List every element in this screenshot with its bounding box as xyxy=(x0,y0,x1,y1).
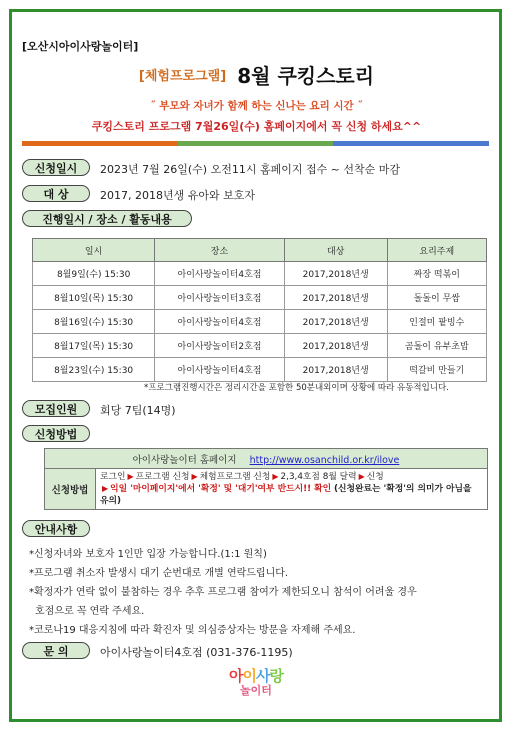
schedule-cell: 8월9일(수) 15:30 xyxy=(33,262,155,286)
schedule-cell: 8월23일(수) 15:30 xyxy=(33,358,155,382)
method-site-label: 아이사랑놀이터 홈페이지 xyxy=(132,454,237,466)
schedule-cell: 인절미 팥빙수 xyxy=(387,310,486,334)
contact-value: 아이사랑놀이터4호점 (031-376-1195) xyxy=(100,646,293,659)
notes-list xyxy=(29,545,494,640)
method-confirm-line xyxy=(100,483,483,507)
contact-label: 문 의 xyxy=(22,642,90,659)
note-item: 호점으로 꼭 연락 주세요. xyxy=(35,606,145,617)
homepage-link[interactable]: http://www.osanchild.or.kr/ilove xyxy=(249,454,400,466)
schedule-row xyxy=(33,334,487,358)
method-site-row xyxy=(45,449,488,469)
schedule-body xyxy=(33,262,487,382)
note-item: *코로나19 대응지침에 따라 확진자 및 의심증상자는 방문을 자제해 주세요. xyxy=(29,625,356,636)
apply-date-value: 2023년 7월 26일(수) 오전11시 홈페이지 접수 ~ 선착순 마감 xyxy=(100,163,401,176)
title-main: 8월 쿠킹스토리 xyxy=(237,64,375,88)
divider-orange xyxy=(22,141,178,146)
recruit-value: 회당 7팀(14명) xyxy=(100,404,176,417)
note-item: *신청자녀와 보호자 1인만 입장 가능합니다.(1:1 원칙) xyxy=(29,549,267,560)
method-confirm-text: 익일 '마이페이지'에서 '확정' 및 '대기'여부 반드시!! 확인 xyxy=(110,484,332,494)
schedule-cell: 아이사랑놀이터3호점 xyxy=(155,286,285,310)
method-table xyxy=(44,448,488,510)
arrow-icon: ▶ xyxy=(127,472,134,481)
apply-date-label: 신청일시 xyxy=(22,159,90,176)
brand-logo xyxy=(206,665,306,707)
method-step: 체험프로그램 신청 xyxy=(199,472,271,482)
method-step: 로그인 xyxy=(100,472,126,482)
schedule-header-cell: 요리주제 xyxy=(387,239,486,262)
schedule-row xyxy=(33,286,487,310)
schedule-cell: 8월16일(수) 15:30 xyxy=(33,310,155,334)
notes-label: 안내사항 xyxy=(22,520,90,537)
arrow-icon: ▶ xyxy=(191,472,198,481)
divider-green xyxy=(178,141,334,146)
schedule-cell: 2017,2018년생 xyxy=(284,310,387,334)
arrow-icon: ▶ xyxy=(272,472,279,481)
method-step: 2,3,4호점 8월 달력 xyxy=(280,472,357,482)
schedule-row xyxy=(33,262,487,286)
logo-letter: 이 xyxy=(242,667,256,685)
schedule-cell: 곰돌이 유부초밥 xyxy=(387,334,486,358)
arrow-icon: ▶ xyxy=(102,484,109,493)
schedule-cell: 2017,2018년생 xyxy=(284,358,387,382)
method-steps xyxy=(96,469,488,510)
schedule-cell: 2017,2018년생 xyxy=(284,334,387,358)
schedule-cell: 2017,2018년생 xyxy=(284,262,387,286)
schedule-header-cell: 대상 xyxy=(284,239,387,262)
schedule-cell: 아이사랑놀이터4호점 xyxy=(155,358,285,382)
logo-letter: 아 xyxy=(229,667,243,685)
title-prefix: [체험프로그램] xyxy=(138,69,227,84)
logo-letter: 사 xyxy=(256,667,270,685)
schedule-cell: 8월17일(목) 15:30 xyxy=(33,334,155,358)
schedule-header-cell: 장소 xyxy=(155,239,285,262)
schedule-cell: 돌돌이 무쌈 xyxy=(387,286,486,310)
schedule-cell: 아이사랑놀이터2호점 xyxy=(155,334,285,358)
arrow-icon: ▶ xyxy=(358,472,365,481)
method-row-label: 신청방법 xyxy=(45,469,96,510)
method-steps-line xyxy=(100,471,483,483)
target-label: 대 상 xyxy=(22,185,90,202)
schedule-header-row xyxy=(33,239,487,262)
schedule-label: 진행일시 / 장소 / 활동내용 xyxy=(22,210,192,227)
divider-blue xyxy=(333,141,489,146)
schedule-row xyxy=(33,358,487,382)
target-value: 2017, 2018년생 유아와 보호자 xyxy=(100,189,255,202)
schedule-cell: 떡갈비 만들기 xyxy=(387,358,486,382)
organization-name: [오산시아이사랑놀이터] xyxy=(22,40,139,53)
schedule-cell: 아이사랑놀이터4호점 xyxy=(155,262,285,286)
schedule-header-cell: 일시 xyxy=(33,239,155,262)
application-notice: 쿠킹스토리 프로그램 7월26일(수) 홈페이지에서 꼭 신청 하세요^^ xyxy=(91,120,422,133)
schedule-cell: 아이사랑놀이터4호점 xyxy=(155,310,285,334)
note-item: *확정자가 연락 없이 불참하는 경우 추후 프로그램 참여가 제한되오니 참석이 어려울 경우 xyxy=(29,587,417,598)
method-confirm-note: (신청완료는 '확정'의 의미가 아님을 유의) xyxy=(100,484,472,506)
logo-bottom-text: 놀이터 xyxy=(240,684,272,697)
schedule-cell: 2017,2018년생 xyxy=(284,286,387,310)
schedule-table xyxy=(32,238,487,382)
subtitle: ˝ 부모와 자녀가 함께 하는 신나는 요리 시간 ˝ xyxy=(150,100,363,112)
logo-letter: 랑 xyxy=(269,667,283,685)
title xyxy=(0,60,513,89)
schedule-row xyxy=(33,310,487,334)
method-step: 프로그램 신청 xyxy=(135,472,190,482)
method-step: 신청 xyxy=(366,472,384,482)
color-divider xyxy=(22,141,489,146)
recruit-label: 모집인원 xyxy=(22,400,90,417)
schedule-cell: 짜장 떡볶이 xyxy=(387,262,486,286)
schedule-cell: 8월10일(목) 15:30 xyxy=(33,286,155,310)
schedule-footnote: *프로그램진행시간은 정리시간을 포함한 50분내외이며 상황에 따라 유동적입니다. xyxy=(144,383,449,393)
method-label: 신청방법 xyxy=(22,425,90,442)
note-item: *프로그램 취소자 발생시 대기 순번대로 개별 연락드립니다. xyxy=(29,568,289,579)
